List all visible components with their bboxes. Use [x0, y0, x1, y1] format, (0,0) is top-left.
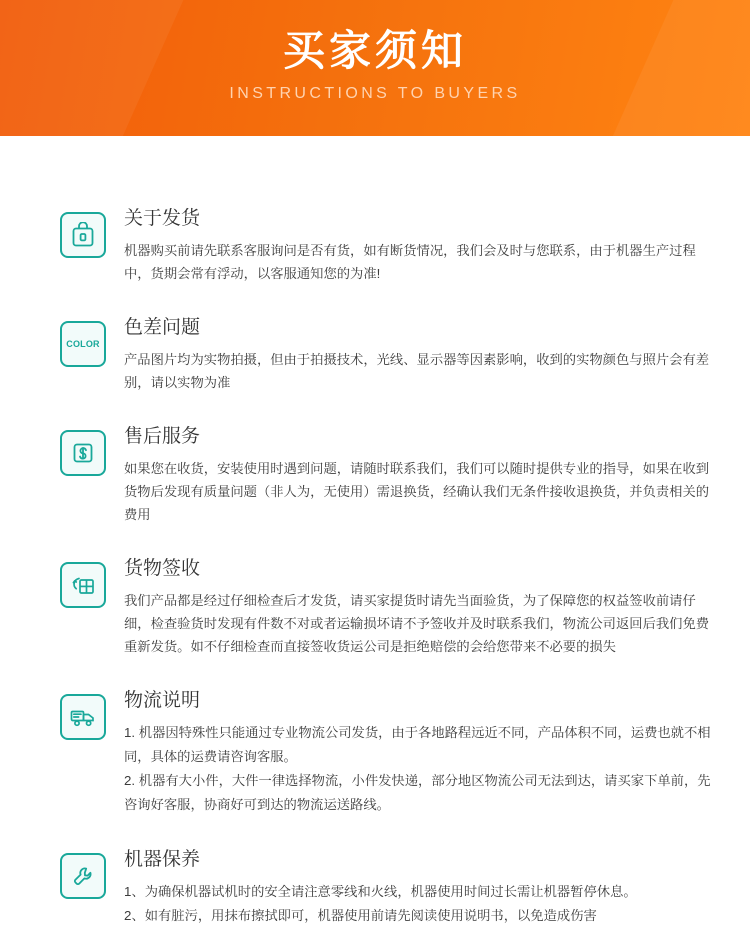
wrench-maintenance-icon	[60, 853, 106, 899]
section-color-difference	[60, 315, 714, 394]
section-title: 色差问题	[124, 317, 201, 338]
logistics-truck-icon	[60, 694, 106, 740]
page-banner	[0, 0, 750, 136]
color-icon-label: COLOR	[66, 339, 100, 349]
list-item: 1. 机器因特殊性只能通过专业物流公司发货，由于各地路程远近不同，产品体积不同，运费也就不相同，具体的运费请咨询客服。	[124, 725, 711, 764]
section-goods-acceptance	[60, 556, 714, 658]
section-logistics	[60, 688, 714, 817]
section-paragraph: 如果您在收货，安装使用时遇到问题，请随时联系我们，我们可以随时提供专业的指导，如果在收到货物后发现有质量问题（非人为，无使用）需退换货，经确认我们无条件接收退换货，并负责相关的费用	[124, 461, 710, 522]
section-maintenance	[60, 847, 714, 928]
section-list	[124, 880, 714, 928]
section-list	[124, 721, 714, 817]
section-paragraph: 产品图片均为实物拍摄，但由于拍摄技术，光线、显示器等因素影响，收到的实物颜色与照片会有差别，请以实物为准	[124, 352, 710, 390]
color-swatch-icon	[60, 321, 106, 367]
list-item: 2、如有脏污，用抹布擦拭即可，机器使用前请先阅读使用说明书，以免造成伤害	[124, 908, 597, 923]
section-paragraph: 机器购买前请先联系客服询问是否有货，如有断货情况，我们会及时与您联系，由于机器生产过程中，货期会常有浮动，以客服通知您的为准!	[124, 243, 696, 281]
page-title: 买家须知	[282, 27, 467, 74]
instruction-sections	[0, 136, 750, 928]
section-after-sales	[60, 424, 714, 526]
section-paragraph: 我们产品都是经过仔细检查后才发货，请买家提货时请先当面验货，为了保障您的权益签收前请仔细，检查验货时发现有件数不对或者运输损坏请不予签收并及时联系我们，物流公司返回后我们免费重新发货。如不仔细检查而直接签收货运公司是拒绝赔偿的会给您带来不必要的损失	[124, 593, 710, 654]
section-title: 关于发货	[124, 208, 201, 229]
list-item: 2. 机器有大小件，大件一律选择物流，小件发快递，部分地区物流公司无法到达，请买家下单前，先咨询好客服，协商好可到达的物流运送路线。	[124, 773, 711, 812]
section-shipping	[60, 206, 714, 285]
page-subtitle: INSTRUCTIONS TO BUYERS	[229, 85, 521, 102]
delivery-sign-icon	[60, 562, 106, 608]
section-title: 货物签收	[124, 558, 201, 579]
package-box-icon	[60, 212, 106, 258]
money-service-icon	[60, 430, 106, 476]
list-item: 1、为确保机器试机时的安全请注意零线和火线，机器使用时间过长需让机器暂停休息。	[124, 884, 637, 899]
section-title: 售后服务	[124, 426, 201, 447]
section-title: 物流说明	[124, 690, 201, 711]
section-title: 机器保养	[124, 849, 201, 870]
